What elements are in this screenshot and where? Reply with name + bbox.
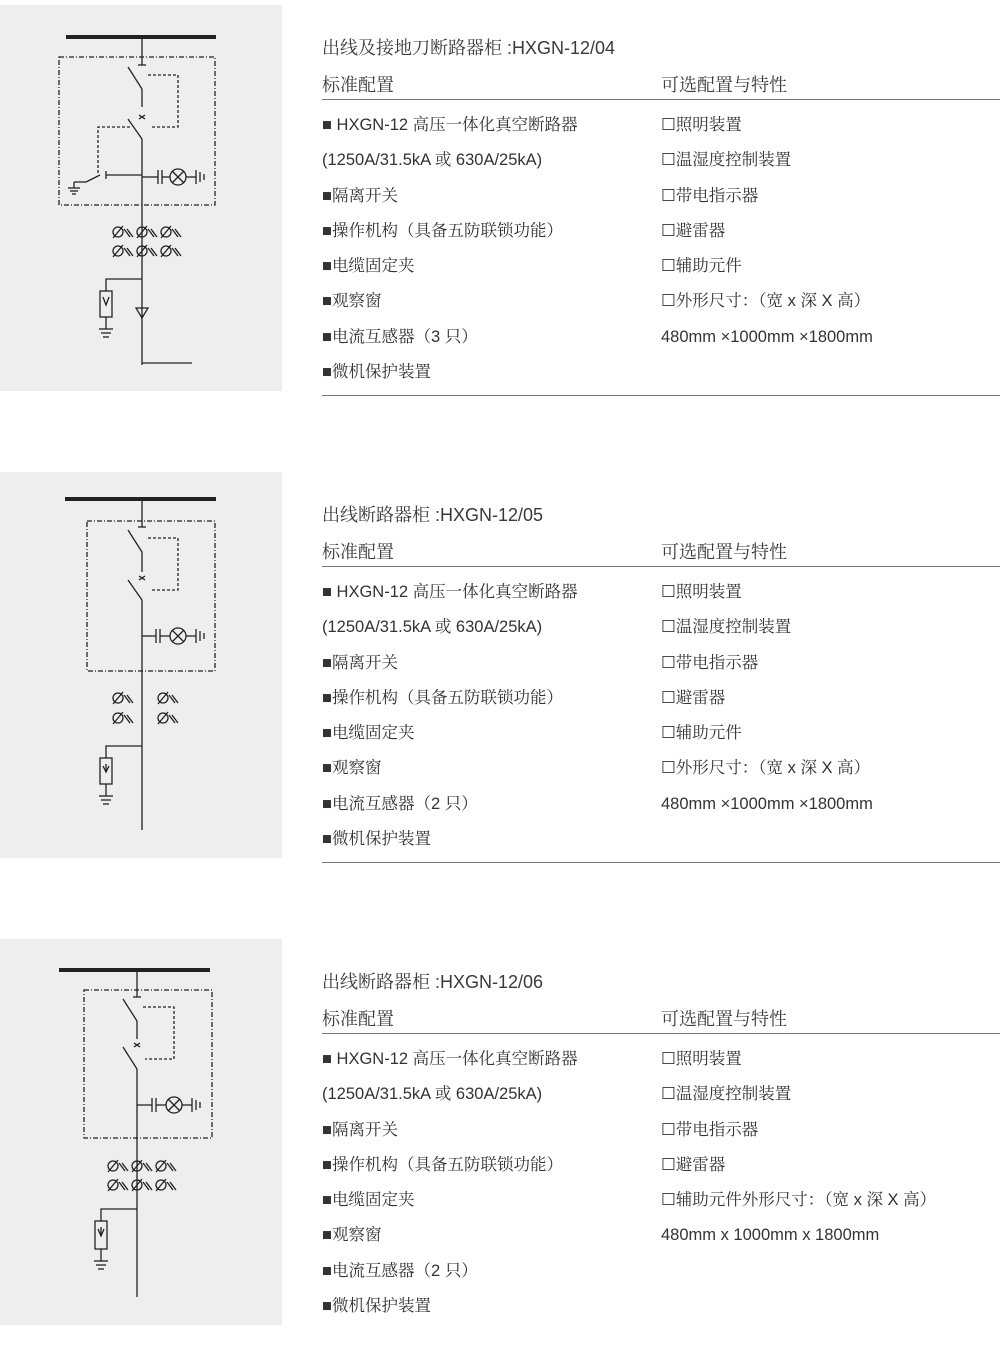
list-item: ■微机保护装置 <box>322 1297 431 1316</box>
list-item: ■ HXGN-12 高压一体化真空断路器 <box>322 583 578 601</box>
standard-config-header: 标准配置 <box>322 1009 394 1029</box>
list-item: ■操作机构（具备五防联锁功能） <box>322 688 563 707</box>
list-item: ☐避雷器 <box>661 1155 726 1174</box>
list-item: ☐温湿度控制装置 <box>661 618 792 637</box>
list-item: ■隔离开关 <box>322 653 398 672</box>
list-item: ☐避雷器 <box>661 221 726 240</box>
list-item: (1250A/31.5kA 或 630A/25kA) <box>322 151 543 170</box>
optional-config-header: 可选配置与特性 <box>661 542 787 562</box>
header-divider <box>322 1033 1000 1034</box>
optional-config-list <box>661 575 873 822</box>
list-item: ■电缆固定夹 <box>322 1191 415 1210</box>
list-item: ☐辅助元件 <box>661 724 742 743</box>
list-item: ☐外形尺寸：（宽 x 深 X 高） <box>661 759 871 778</box>
list-item: ☐避雷器 <box>661 688 726 707</box>
optional-config-header: 可选配置与特性 <box>661 1009 787 1029</box>
standard-config-header: 标准配置 <box>322 542 394 562</box>
single-line-diagram-06 <box>0 939 282 1325</box>
list-item: ☐带电指示器 <box>661 1120 759 1139</box>
list-item: ☐带电指示器 <box>661 653 759 672</box>
list-item: ☐照明装置 <box>661 1050 742 1068</box>
list-item: ☐照明装置 <box>661 116 742 134</box>
list-item: ■电缆固定夹 <box>322 724 415 743</box>
standard-config-list <box>322 108 578 390</box>
list-item: ■电流互感器（3 只） <box>322 327 478 346</box>
list-item: ☐外形尺寸：（宽 x 深 X 高） <box>661 292 871 311</box>
list-item: ■观察窗 <box>322 292 382 311</box>
list-item: ■操作机构（具备五防联锁功能） <box>322 1155 563 1174</box>
list-item: ■ HXGN-12 高压一体化真空断路器 <box>322 1050 578 1068</box>
section-divider <box>322 862 1000 863</box>
single-line-diagram-05 <box>0 472 282 858</box>
list-item: ■隔离开关 <box>322 1120 398 1139</box>
list-item: ■电流互感器（2 只） <box>322 1261 478 1280</box>
list-item: ■微机保护装置 <box>322 830 431 849</box>
list-item: ☐温湿度控制装置 <box>661 1085 792 1104</box>
wiring-diagram-05 <box>0 472 282 858</box>
header-divider <box>322 99 1000 100</box>
cabinet-section-06 <box>0 939 1000 1359</box>
list-item: (1250A/31.5kA 或 630A/25kA) <box>322 618 543 637</box>
section-title: 出线及接地刀断路器柜 :HXGN-12/04 <box>322 38 616 58</box>
list-item: 480mm ×1000mm ×1800mm <box>661 327 873 346</box>
standard-config-list <box>322 1042 578 1324</box>
list-item: 480mm x 1000mm x 1800mm <box>661 1226 880 1245</box>
list-item: ☐带电指示器 <box>661 186 759 205</box>
standard-config-header: 标准配置 <box>322 75 394 95</box>
list-item: ☐辅助元件外形尺寸：（宽 x 深 X 高） <box>661 1191 937 1210</box>
list-item: ☐温湿度控制装置 <box>661 151 792 170</box>
standard-config-list <box>322 575 578 857</box>
list-item: ■电流互感器（2 只） <box>322 794 478 813</box>
list-item: ■电缆固定夹 <box>322 257 415 276</box>
optional-config-list <box>661 1042 936 1254</box>
optional-config-header: 可选配置与特性 <box>661 75 787 95</box>
wiring-diagram-04 <box>0 5 282 391</box>
list-item: (1250A/31.5kA 或 630A/25kA) <box>322 1085 543 1104</box>
list-item: ■操作机构（具备五防联锁功能） <box>322 221 563 240</box>
section-title: 出线断路器柜 :HXGN-12/06 <box>322 972 544 992</box>
list-item: ■微机保护装置 <box>322 363 431 382</box>
wiring-diagram-06 <box>0 939 282 1325</box>
header-divider <box>322 566 1000 567</box>
list-item: 480mm ×1000mm ×1800mm <box>661 794 873 813</box>
list-item: ☐辅助元件 <box>661 257 742 276</box>
list-item: ■ HXGN-12 高压一体化真空断路器 <box>322 116 578 134</box>
optional-config-list <box>661 108 873 355</box>
list-item: ■观察窗 <box>322 1226 382 1245</box>
section-divider <box>322 395 1000 396</box>
list-item: ☐照明装置 <box>661 583 742 601</box>
list-item: ■观察窗 <box>322 759 382 778</box>
single-line-diagram-04 <box>0 5 282 391</box>
section-title: 出线断路器柜 :HXGN-12/05 <box>322 505 544 525</box>
list-item: ■隔离开关 <box>322 186 398 205</box>
cabinet-section-04 <box>0 5 1000 425</box>
cabinet-section-05 <box>0 472 1000 892</box>
